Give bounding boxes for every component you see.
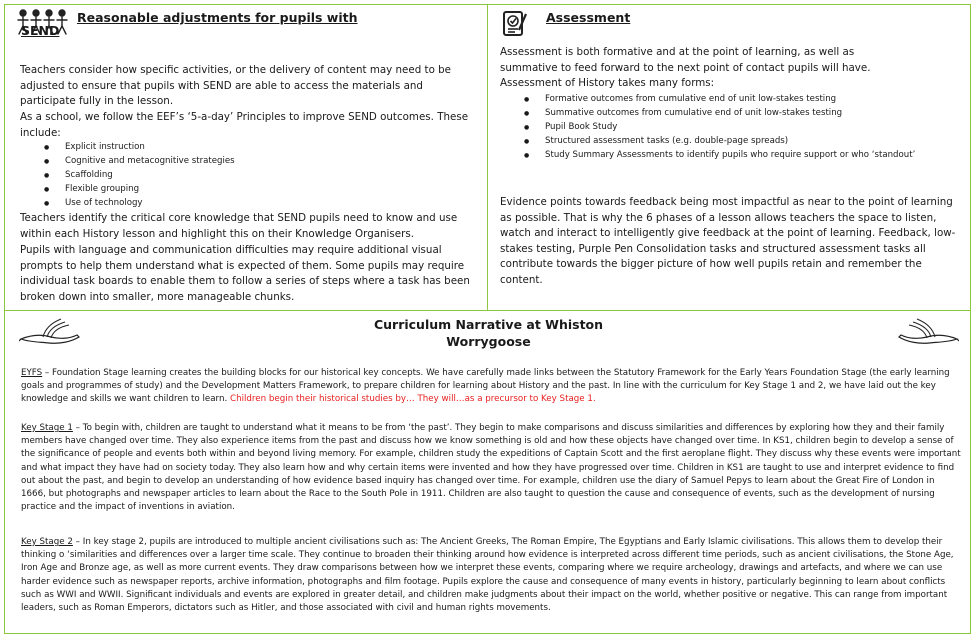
- assessment-section: [487, 4, 971, 311]
- send-bullet-list: [65, 141, 235, 211]
- assessment-para-3: Evidence points towards feedback being most impactful as near to the point of learning as possible. That is why the 6 phases of a lesson allows teachers the space to listen, watch and interact to intelligently give feedback at the point of learning. Feedback, low-stakes testing, Purple Pen Consolidation tasks and structured assessment tasks all contribute towards the bigger picture of how well pupils retain and remember the content.: [500, 196, 956, 286]
- ks2-paragraph: [21, 536, 961, 615]
- eyfs-paragraph: [21, 367, 961, 407]
- send-heading-line2: SEND: [21, 23, 60, 38]
- list-item: ● Flexible grouping: [65, 183, 235, 197]
- checklist-icon: [502, 10, 528, 38]
- assessment-heading: Assessment: [546, 10, 631, 25]
- send-para-2: As a school, we follow the EEF’s ‘5-a-day’ Principles to improve SEND outcomes. These include:: [20, 111, 469, 139]
- assessment-para-2: Assessment of History takes many forms:: [500, 77, 715, 89]
- list-item: ● Summative outcomes from cumulative end of unit low-stakes testing: [545, 107, 925, 121]
- ks1-label: Key Stage 1: [21, 423, 73, 433]
- eyfs-red-text: Children begin their historical studies by… They will…as a precursor to Key Stage 1.: [230, 394, 596, 405]
- narrative-title-line2: Worrygoose: [446, 334, 531, 349]
- list-item: ● Explicit instruction: [65, 141, 235, 155]
- send-heading: [77, 11, 358, 25]
- send-heading-line1: Reasonable adjustments for pupils with: [77, 10, 358, 25]
- send-para-3: Teachers identify the critical core knowledge that SEND pupils need to know and use within each History lesson and highlight this on their Knowledge Organisers.: [20, 212, 458, 240]
- send-para-4: Pupils with language and communication difficulties may require additional visual prompts to help them understand what is expected of them. Some pupils may require individual task boards to enable them to follow a series of steps where a task has been broken down into smaller, more manageable chunks.: [20, 244, 470, 303]
- assessment-para-1: Assessment is both formative and at the point of learning, as well as summative to feed forward to the next point of contact pupils will have.: [500, 46, 871, 74]
- list-item: ● Formative outcomes from cumulative end of unit low-stakes testing: [545, 93, 925, 107]
- list-item: ● Scaffolding: [65, 169, 235, 183]
- narrative-title-line1: Curriculum Narrative at Whiston: [373, 317, 604, 332]
- ks2-label: Key Stage 2: [21, 537, 73, 547]
- list-item: ● Cognitive and metacognitive strategies: [65, 155, 235, 169]
- assessment-bullet-list: [545, 93, 925, 163]
- list-item: ● Structured assessment tasks (e.g. double-page spreads): [545, 135, 925, 149]
- curriculum-narrative-section: [4, 310, 971, 634]
- ks2-text: – In key stage 2, pupils are introduced to multiple ancient civilisations such as: The Ancient Greeks, The Roman Empire, The Egyptians and Early Islamic civilisations. This allows them to develop their thinking o ‘similarities and differences over a larger time scale. They continue to broaden their thinking around how evidence is interpreted across different time periods, such as ancient civilisations, the Stone Age, Iron Age and Bronze age, as well as more current events. They draw comparisons between how we interpret these events, comparing where we require archeology, drawings and artefacts, and where we can use harder evidence such as newspaper reports, archive information, photographs and film footage. Pupils explore the cause and consequence of many events in history, particularly beginning to learn about conflicts such as WWI and WWII. Significant individuals and events are explored in greater detail, and children make judgments about their impact on the world, whether positive or negative. This can range from important leaders, such as Roman Emperors, dictators such as Hitler, and those associated with civil and human rights movements.: [21, 537, 954, 614]
- list-item: ● Pupil Book Study: [545, 121, 925, 135]
- ks1-text: – To begin with, children are taught to understand what it means to be from ‘the past’. They begin to make comparisons and discuss similarities and differences by exploring how they and their family members have changed over time. They also experience items from the past and discuss how we know something is old and how these objects have changed over time. In KS1, children begin to develop a sense of the significance of people and events both within and beyond living memory. For example, children study the expeditions of Captain Scott and the first aeroplane flight. They discuss why these events were important and what impact they have had on society today. They also learn how and why certain items were invented and how they have progressed over time. Children in KS1 are taught to use and interpret evidence to find out about the past, and begin to develop an understanding of how evidence based inquiry has changed over time. For example, children use the diary of Samuel Pepys to learn about the Great Fire of London in 1666, but photographs and newspaper articles to learn about the Race to the South Pole in 1911. Children are also taught to question the cause and consequence of events, such as the development of nursing practice and the impact of inventions in aviation.: [21, 423, 961, 513]
- list-item: ● Use of technology: [65, 197, 235, 211]
- send-section: [4, 4, 488, 311]
- send-para-1: Teachers consider how specific activities, or the delivery of content may need to be adjusted to ensure that pupils with SEND are able to access the materials and participate fully in the lesson.: [20, 64, 452, 108]
- eyfs-text: – Foundation Stage learning creates the building blocks for our historical key concepts. We have carefully made links between the Statutory Framework for the Early Years Foundation Stage (the early learning goals and programmes of study) and the Development Matters Framework, to prepare children for learning about History and the past. In line with the curriculum for Key Stage 1 and 2, we have laid out the key knowledge and skills we want children to learn.: [21, 368, 950, 405]
- list-item: ● Study Summary Assessments to identify pupils who require support or who ‘standout’: [545, 149, 925, 163]
- eyfs-label: EYFS: [21, 368, 43, 378]
- ks1-paragraph: [21, 422, 961, 514]
